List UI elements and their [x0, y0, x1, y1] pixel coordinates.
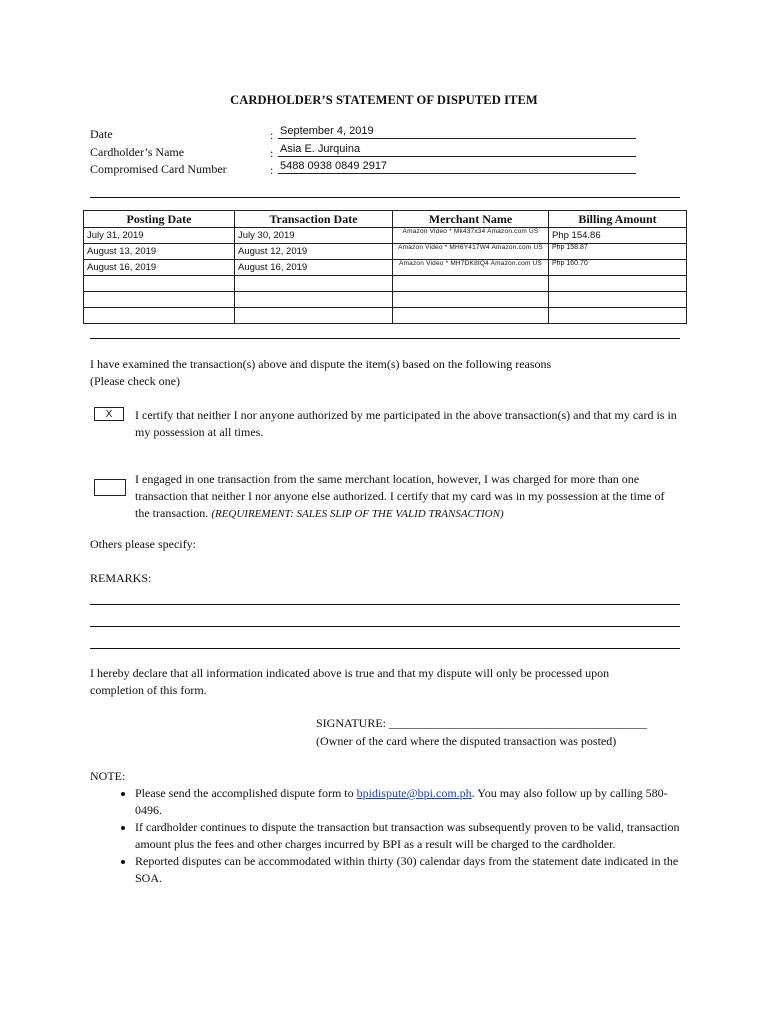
cardholder-name-field[interactable]: Asia E. Jurquina	[278, 142, 636, 157]
empty-cell[interactable]	[84, 276, 235, 292]
card-number-colon: :	[270, 163, 274, 177]
email-link[interactable]: bpidispute@bpi.com.ph	[356, 786, 472, 800]
card-number-label: Compromised Card Number	[90, 162, 227, 176]
empty-cell[interactable]	[549, 292, 687, 308]
merchant-name-cell[interactable]: Amazon Video * Mk437x34 Amazon.com US	[393, 228, 549, 244]
option2-checkbox[interactable]	[94, 479, 126, 496]
transactions-table	[83, 210, 687, 324]
intro-instruction: (Please check one)	[90, 374, 180, 388]
table-row-empty	[84, 308, 687, 324]
merchant-name-cell[interactable]: Amazon Video * MH7DK8IQ4 Amazon.com US	[393, 260, 549, 276]
empty-cell[interactable]	[549, 276, 687, 292]
cardholder-name-label: Cardholder’s Name	[90, 145, 185, 159]
posting-date-cell[interactable]: August 13, 2019	[84, 244, 235, 260]
column-header-merchant-name: Merchant Name	[393, 211, 549, 228]
cardholder-name-colon: :	[270, 146, 274, 160]
table-row-empty	[84, 276, 687, 292]
empty-cell[interactable]	[84, 292, 235, 308]
billing-amount-cell[interactable]: Php 160.70	[549, 260, 687, 276]
card-number-field[interactable]: 5488 0938 0849 2917	[278, 159, 636, 174]
date-colon: :	[270, 128, 274, 142]
billing-amount-cell[interactable]: Php 154.86	[549, 228, 687, 244]
note-item: • If cardholder continues to dispute the transaction but transaction was subsequently proven to be valid, transaction amount plus the fees and other charges incurred by BPI as a result will be charged to the cardholder.	[135, 819, 685, 853]
date-label: Date	[90, 127, 113, 141]
intro-line: I have examined the transaction(s) above and dispute the item(s) based on the following reasons	[90, 357, 552, 371]
table-row	[84, 244, 687, 260]
column-header-transaction-date: Transaction Date	[235, 211, 393, 228]
column-header-billing-amount: Billing Amount	[549, 211, 687, 228]
option2-requirement: (REQUIREMENT: SALES SLIP OF THE VALID TRANSACTION)	[211, 508, 504, 520]
table-divider	[90, 338, 680, 339]
transaction-date-cell[interactable]: August 12, 2019	[235, 244, 393, 260]
note-heading: NOTE:	[90, 769, 126, 783]
remarks-line-3[interactable]	[90, 648, 680, 649]
note-list	[90, 785, 685, 887]
empty-cell[interactable]	[235, 276, 393, 292]
transaction-date-cell[interactable]: July 30, 2019	[235, 228, 393, 244]
empty-cell[interactable]	[235, 308, 393, 324]
note-item	[135, 785, 685, 819]
signature-line[interactable]: SIGNATURE: ___________________________________________	[316, 716, 648, 730]
table-header-row	[84, 211, 687, 228]
date-field[interactable]: September 4, 2019	[278, 124, 636, 139]
table-row	[84, 260, 687, 276]
note-item: • Reported disputes can be accommodated within thirty (30) calendar days from the statement date indicated in the SOA.	[135, 853, 685, 887]
posting-date-cell[interactable]: August 16, 2019	[84, 260, 235, 276]
intro-text	[90, 356, 690, 390]
posting-date-cell[interactable]: July 31, 2019	[84, 228, 235, 244]
note-item-text: Please send the accomplished dispute form to	[135, 786, 357, 800]
empty-cell[interactable]	[393, 292, 549, 308]
empty-cell[interactable]	[84, 308, 235, 324]
table-row	[84, 228, 687, 244]
option1-checkbox[interactable]: X	[94, 407, 124, 421]
empty-cell[interactable]	[393, 276, 549, 292]
merchant-name-cell[interactable]: Amazon Video * MH6Y417W4 Amazon.com US	[393, 244, 549, 260]
option2-text: I engaged in one transaction from the same merchant location, however, I was charged for more than one transaction that neither I nor anyone else authorized. I certify that my card was in my possession at the time of the transaction.	[135, 472, 665, 520]
empty-cell[interactable]	[393, 308, 549, 324]
remarks-label: REMARKS:	[90, 571, 152, 585]
transaction-date-cell[interactable]: August 16, 2019	[235, 260, 393, 276]
others-label: Others please specify:	[90, 537, 196, 551]
empty-cell[interactable]	[235, 292, 393, 308]
form-title: CARDHOLDER’S STATEMENT OF DISPUTED ITEM	[230, 93, 538, 107]
header-divider	[90, 197, 680, 198]
declaration-text: I hereby declare that all information indicated above is true and that my dispute will only be processed upon completion of this form.	[90, 666, 610, 697]
billing-amount-cell[interactable]: Php 158.87	[549, 244, 687, 260]
option2-block	[135, 471, 680, 523]
remarks-line-2[interactable]	[90, 626, 680, 627]
table-row-empty	[84, 292, 687, 308]
signature-caption: (Owner of the card where the disputed transaction was posted)	[316, 734, 617, 748]
note-section	[90, 768, 685, 887]
note-item-text: . You may also follow up by calling 580-0496.	[135, 786, 668, 817]
column-header-posting-date: Posting Date	[84, 211, 235, 228]
remarks-line-1[interactable]	[90, 604, 680, 605]
empty-cell[interactable]	[549, 308, 687, 324]
option1-text: I certify that neither I nor anyone authorized by me participated in the above transaction(s) and that my card is in my possession at all times.	[135, 408, 677, 439]
